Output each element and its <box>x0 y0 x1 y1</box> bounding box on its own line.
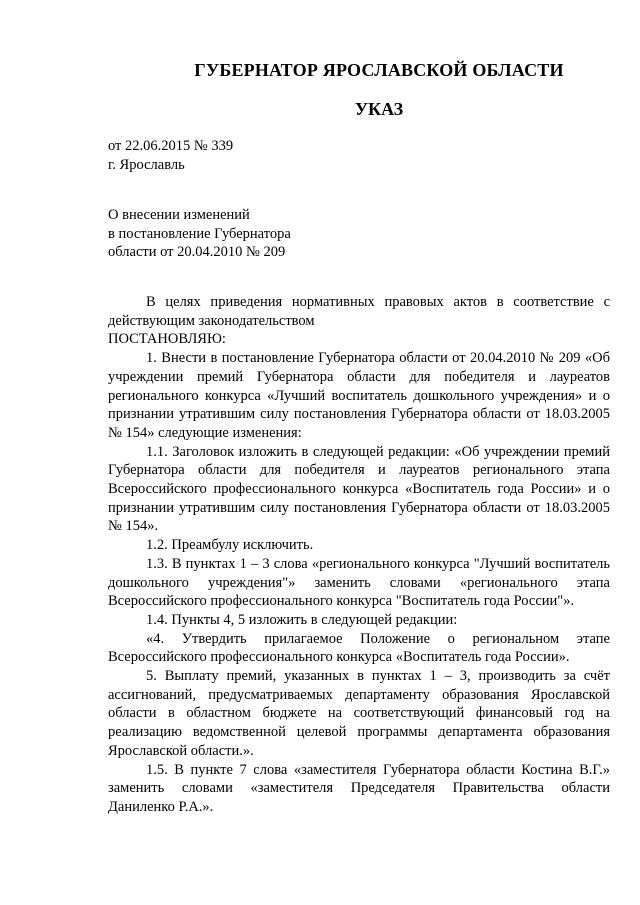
authority-heading: ГУБЕРНАТОР ЯРОСЛАВСКОЙ ОБЛАСТИ <box>194 60 564 80</box>
document-type-heading: УКАЗ <box>354 99 404 119</box>
item-1-2-paragraph: 1.2. Преамбулу исключить. <box>146 537 314 554</box>
subject-block <box>108 206 291 262</box>
date-number-line: от 22.06.2015 № 339 <box>108 138 234 154</box>
document-body <box>108 293 610 817</box>
item-1-paragraph: 1. Внести в постановление Губернатора области от 20.04.2010 № 209 «Об учреждении премий Губернатора области для победителя и лауреатов регионального конкурса «Лучший воспитатель дошкольного учреждения» и о признании утратившим силу постановления Губернатора области от 18.03.2005 № 154» следующие изменения: <box>108 350 610 441</box>
preamble-paragraph: В целях приведения нормативных правовых актов в соответствие с действующим законодательством <box>108 294 610 329</box>
decree-word: ПОСТАНОВЛЯЮ: <box>108 331 226 348</box>
point-5-paragraph: 5. Выплату премий, указанных в пунктах 1 – 3, производить за счёт ассигнований, предусматриваемых департаменту образования Ярославской области в областном бюджете на соответствующий финансовый год на реализацию ведомственной целевой программы департамента образования Ярославской области.». <box>108 668 610 759</box>
item-1-3-paragraph: 1.3. В пунктах 1 – 3 слова «регионального конкурса "Лучший воспитатель дошкольного учреждения"» заменить словами «регионального этапа Всероссийского профессионального конкурса "Воспитатель года России"». <box>108 555 610 610</box>
item-1-1-paragraph: 1.1. Заголовок изложить в следующей редакции: «Об учреждении премий Губернатора области для победителя и лауреатов регионального этапа Всероссийского профессионального конкурса «Воспитатель года России» и о признании утратившим силу постановления Губернатора области от 18.03.2005 № 154». <box>108 443 610 535</box>
item-1-5-paragraph: 1.5. В пункте 7 слова «заместителя Губернатора области Костина В.Г.» заменить словами «заместителя Председателя Правительства области Даниленко Р.А.». <box>108 761 610 815</box>
item-1-4-paragraph: 1.4. Пункты 4, 5 изложить в следующей редакции: <box>146 611 458 628</box>
subject-line-2: в постановление Губернатора <box>108 225 291 242</box>
city-line: г. Ярославль <box>108 157 185 173</box>
subject-line-3: области от 20.04.2010 № 209 <box>108 244 286 260</box>
subject-line-1: О внесении изменений <box>108 207 250 223</box>
point-4-paragraph: «4. Утвердить прилагаемое Положение о региональном этапе Всероссийского профессионального конкурса «Воспитатель года России». <box>108 630 610 666</box>
